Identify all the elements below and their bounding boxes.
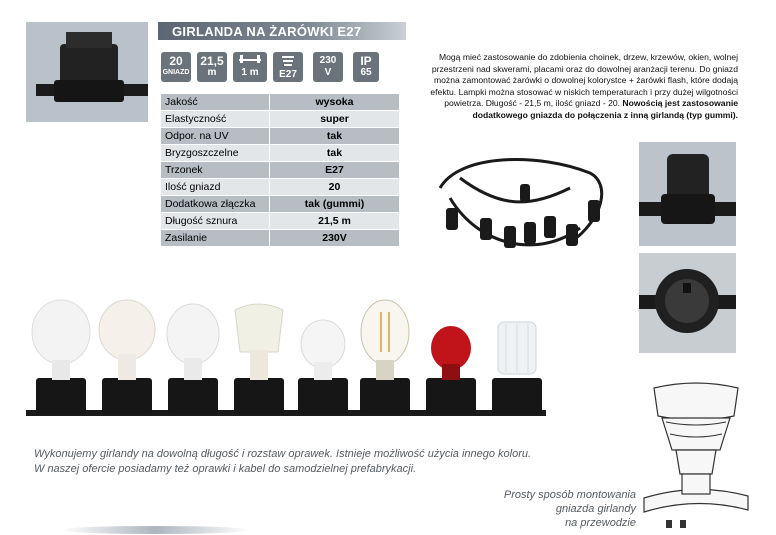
spec-value: wysoka [270,94,400,111]
spec-row [161,162,400,179]
product-description [412,52,738,121]
spec-row [161,179,400,196]
spec-label: Elastyczność [161,111,270,128]
spec-row [161,128,400,145]
caption-line: gniazda girlandy [555,503,636,515]
bulb-variants-photo [26,292,546,427]
badge-length [197,52,227,82]
badge-unit: GNIAZD [162,69,190,76]
spec-label: Długość sznura [161,213,270,230]
badge-unit: E27 [279,69,297,80]
socket-side-photo [639,142,736,246]
spec-value: super [270,111,400,128]
badge-value: 20 [169,54,183,68]
spec-value: E27 [270,162,400,179]
socket-closeup-photo [26,22,148,122]
spec-value: tak (gummi) [270,196,400,213]
badge-base [273,52,303,82]
badge-value: 21,5 [200,54,224,68]
spec-row [161,196,400,213]
spec-value: 20 [270,179,400,196]
caption-line: Prosty sposób montowania [503,489,636,501]
spec-label: Bryzgoszczelne [161,145,270,162]
spec-value: tak [270,128,400,145]
thread-icon [281,55,295,67]
offer-note [34,447,594,476]
badge-value: 230 [319,55,337,66]
badge-unit: V [324,67,332,78]
spec-label: Zasilanie [161,230,270,247]
spec-label: Odpor. na UV [161,128,270,145]
spec-value: 21,5 m [270,213,400,230]
spec-row [161,145,400,162]
badge-unit: 65 [360,67,372,78]
title-bar [158,22,406,40]
caption-line: na przewodzie [565,517,636,529]
badge-socket-count [161,52,191,82]
spacing-icon [238,55,262,65]
assembly-caption [460,488,636,530]
spec-label: Jakość [161,94,270,111]
assembly-diagram [640,378,752,530]
spec-row [161,213,400,230]
spec-value: tak [270,145,400,162]
spec-table [160,93,400,247]
badge-unit: 1 m [241,67,259,78]
badge-value: IP [360,54,372,68]
spec-value: 230V [270,230,400,247]
spec-row [161,230,400,247]
description-highlight: Nowością jest zastosowanie dodatkowego gniazda do połączenia z inną girlandą (typ gummi). [472,98,738,120]
garland-photo [420,148,620,268]
spec-label: Dodatkowa złączka [161,196,270,213]
badge-ip [353,52,379,82]
decorative-divider [60,526,250,534]
spec-label: Ilość gniazd [161,179,270,196]
badge-voltage [313,52,343,82]
spec-row [161,111,400,128]
spec-label: Trzonek [161,162,270,179]
socket-top-photo [639,253,736,353]
badge-unit: m [207,67,217,78]
badge-spacing [233,52,267,82]
offer-note-line: W naszej ofercie posiadamy też oprawki i kabel do samodzielnej prefabrykacji. [34,462,417,475]
spec-row [161,94,400,111]
offer-note-line: Wykonujemy girlandy na dowolną długość i rozstaw oprawek. Istnieje możliwość użycia innego koloru. [34,448,532,460]
page-title: GIRLANDA NA ŻARÓWKI E27 [172,24,362,39]
description-text: Mogą mieć zastosowanie do zdobienia choinek, drzew, krzewów, okien, wolnej przestrzeni nad skwerami, placami oraz do dowolnej aranżacji terenu. Do gniazd można zamontować żarówki o dowolnej kolorystce + żarówki flash, które dodają efektu. Lampki można stosować w niskich temperaturach i przy dużej wilgotności powietrza. Długość - 21,5 m, ilość gniazd - 20. [430,52,738,108]
